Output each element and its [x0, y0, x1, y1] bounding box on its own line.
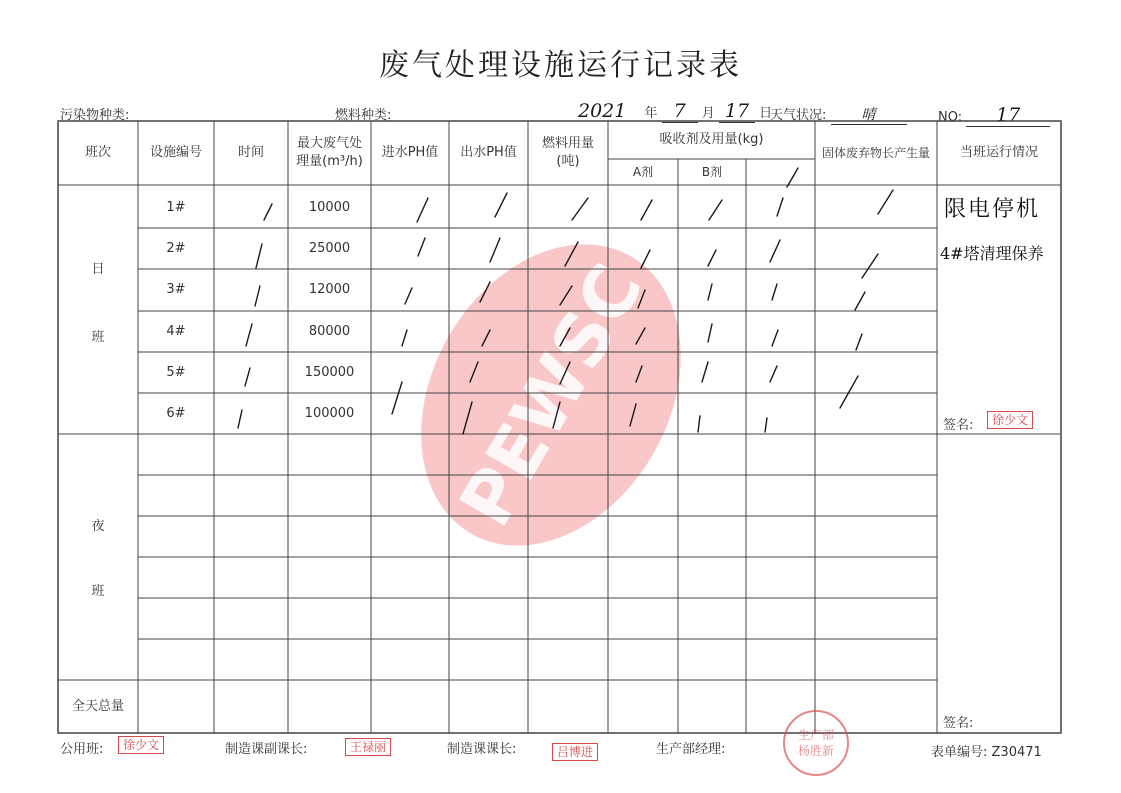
col-max-gas: [288, 121, 371, 185]
capacity-1: 10000: [308, 199, 351, 215]
facility-6: 6#: [166, 405, 186, 421]
public-label: 公用班:: [60, 742, 104, 757]
manager-stamp-line1: 生产部: [797, 728, 834, 742]
weather-label: 天气状况:: [770, 108, 827, 123]
total-label: 全天总量: [71, 698, 124, 714]
deputy-stamp: 王禄丽: [345, 738, 391, 756]
date-day: 17: [719, 100, 755, 123]
col-solid-waste: 固体废弃物长产生量: [821, 145, 930, 160]
year-suffix: 年: [644, 106, 658, 121]
col-inlet-ph: 进水PH值: [381, 145, 439, 161]
facility-5: 5#: [166, 364, 186, 380]
day-shift-label-2: 班: [91, 330, 105, 346]
deputy-label: 制造课副课长:: [225, 742, 308, 757]
col-time: 时间: [237, 145, 264, 161]
facility-3: 3#: [166, 282, 186, 298]
col-max-gas-line1: 最大废气处: [296, 136, 362, 152]
night-sign-label: 签名:: [943, 716, 974, 731]
capacity-2: 25000: [308, 240, 351, 256]
fuel-label: 燃料种类:: [335, 108, 392, 123]
no-value: 17: [966, 104, 1050, 127]
col-agent-a: A剂: [632, 164, 654, 179]
facility-2: 2#: [166, 240, 186, 256]
date-month: 7: [662, 100, 698, 123]
manager-stamp: [783, 710, 849, 776]
no-label: NO:: [938, 110, 963, 125]
facility-4: 4#: [166, 323, 186, 339]
facility-1: 1#: [166, 199, 186, 215]
form-title: 废气处理设施运行记录表: [379, 48, 742, 83]
night-shift-label-2: 班: [91, 584, 105, 600]
capacity-5: 150000: [304, 364, 355, 380]
watermark-text: PEWSC: [443, 250, 659, 540]
col-agent-b: B剂: [701, 164, 723, 179]
day-suffix: 日: [759, 106, 773, 121]
day-sign-stamp: 徐少文: [987, 411, 1033, 429]
pollutant-label: 污染物种类:: [60, 108, 130, 123]
chief-label: 制造课课长:: [447, 742, 517, 757]
manager-stamp-line2: 杨胜新: [797, 744, 834, 758]
weather-value: 晴: [831, 104, 907, 125]
remark-line-1: 限电停机: [944, 197, 1041, 222]
public-stamp: 徐少文: [118, 736, 164, 754]
form-number: 表单编号: Z30471: [931, 745, 1042, 760]
month-suffix: 月: [701, 106, 715, 121]
capacity-6: 100000: [304, 405, 355, 421]
day-shift-label-1: 日: [91, 262, 105, 278]
col-facility-no: 设施编号: [149, 145, 202, 161]
date-year: 2021: [578, 100, 627, 122]
col-outlet-ph: 出水PH值: [460, 145, 517, 161]
col-operation: 当班运行情况: [959, 145, 1038, 161]
col-shift: 班次: [84, 145, 111, 161]
capacity-4: 80000: [308, 323, 351, 339]
manager-label: 生产部经理:: [656, 742, 726, 757]
capacity-3: 12000: [308, 282, 351, 298]
night-shift-label-1: 夜: [91, 519, 105, 535]
day-sign-label: 签名:: [943, 418, 974, 433]
chief-stamp: 吕博进: [552, 743, 598, 761]
col-absorbent: 吸收剂及用量(kg): [659, 132, 764, 148]
col-fuel: [528, 121, 608, 185]
col-fuel-line2: (吨): [556, 154, 580, 169]
col-fuel-line1: 燃料用量: [541, 136, 594, 152]
col-max-gas-line2: 理量(m³/h): [296, 154, 363, 169]
remark-line-2: 4#塔清理保养: [940, 244, 1044, 263]
